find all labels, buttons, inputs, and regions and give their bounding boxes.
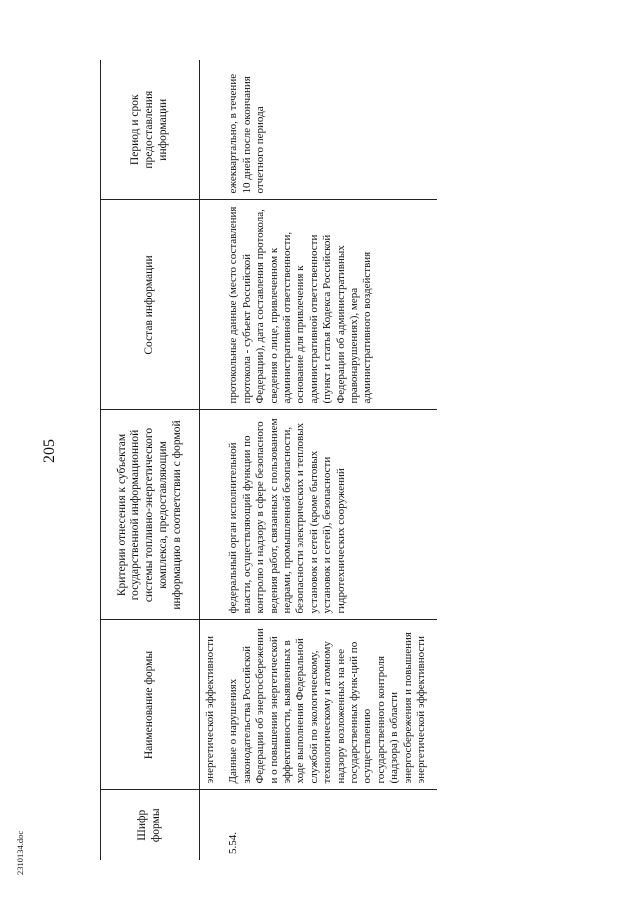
cell-period	[200, 60, 220, 200]
cell-content: протокольные данные (место составления протокола - субъект Российской Федерации), дата составления протокола, сведения о лице, привлеченном к административной ответственности, основание для привлечения к административной ответственности (пункт и статья Кодекса Российской Федерации об административных правонарушениях), мера административного воздействия	[219, 200, 436, 410]
cell-code: 5.54.	[227, 832, 240, 854]
header-criteria: Критерии отнесения к субъектам государственной информационной системы топливно-энергетического комплекса, предоставляющим информацию в соответствии с формой	[101, 410, 200, 620]
cell-criteria: федеральный орган исполнительной власти, осуществляющий функции по контролю и надзору в сфере безопасного ведения работ, связанных с пользованием недрами, промышленной безопасности, безопасности электрических и тепловых установок и сетей (кроме бытовых установок и сетей), безопасности гидротехнических сооружений	[219, 410, 436, 620]
cell-period: ежеквартально, в течение 10 дней после окончания отчетного периода	[219, 60, 436, 200]
header-code: Шифр формы	[101, 790, 200, 860]
cell-content	[200, 200, 220, 410]
table-row-continuation	[200, 60, 220, 860]
header-content: Состав информации	[101, 200, 200, 410]
cell-name: энергетической эффективности	[200, 620, 220, 790]
header-period: Период и срок предоставления информации	[101, 60, 200, 200]
page-number: 205	[41, 439, 58, 463]
forms-table	[100, 60, 437, 860]
header-name: Наименование формы	[101, 620, 200, 790]
cell-name: Данные о нарушениях законодательства Российской Федерации об энергосбережении и о повышении энергетической эффективности, выявленных в ходе выполнения Федеральной службой по экологическому, технологическому и атомному надзору возложенных на нее государственных функ-ций по осуществлению государственного контроля (надзора) в области энергосбережения и повышения энергетической эффективности	[219, 620, 436, 790]
cell-criteria	[200, 410, 220, 620]
table-sheet	[100, 60, 600, 860]
footer-filename: 2310134.doc	[15, 830, 25, 875]
table-row	[219, 60, 436, 860]
cell-code	[200, 790, 220, 860]
table-header-row	[101, 60, 200, 860]
